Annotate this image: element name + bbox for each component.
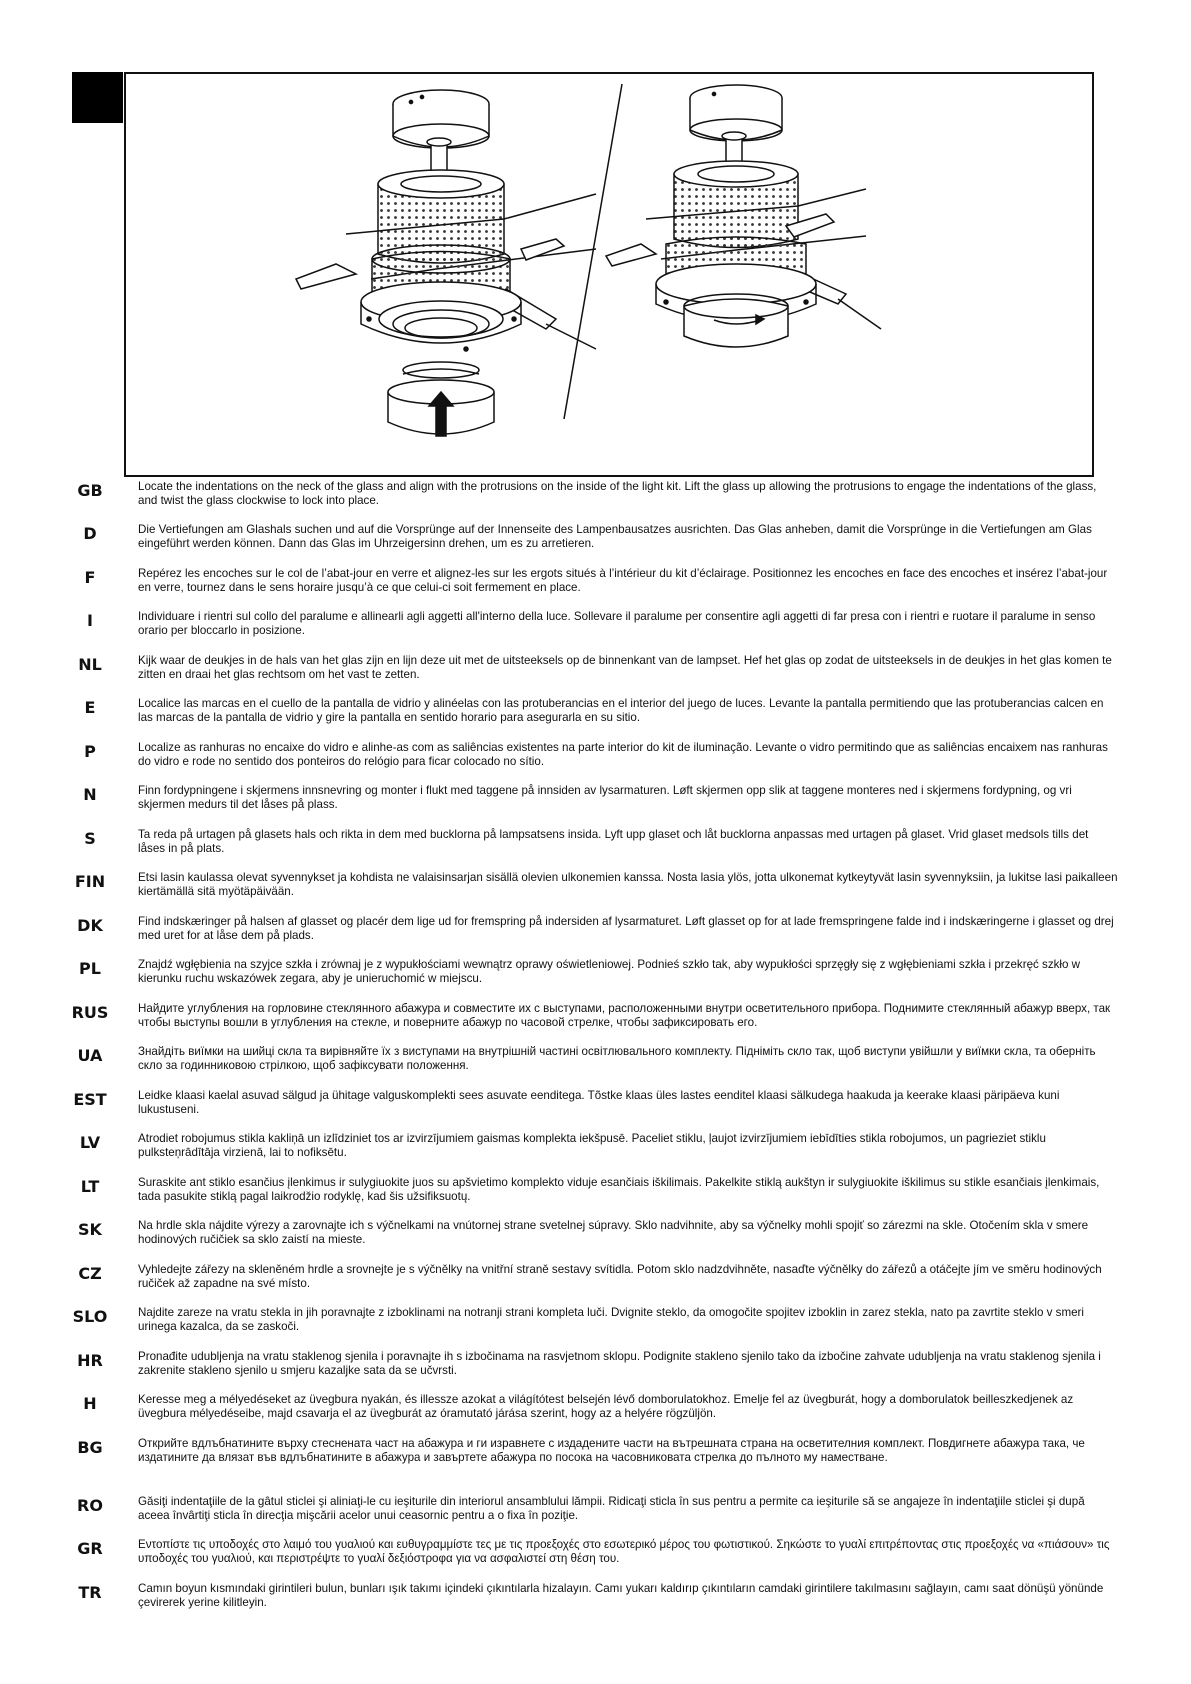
instruction-text: Finn fordypningene i skjermens innsnevring og monter i flukt med taggene på innsiden av lysarmaturen. Løft skjermen opp slik at taggene monteres ned i skjermens fordypning, og vri skjermen medurs til det låses på plass. — [138, 784, 1072, 812]
instruction-row-h — [60, 1393, 1118, 1422]
instruction-text: Keresse meg a mélyedéseket az üvegbura nyakán, és illessze azokat a világítótest belsején lévő domborulatokhoz. Emelje fel az üvegburát, hogy a domborulatok beilleszkedjenek az üvegbura mélyedéseibe, majd csavarja el az üvegburát az óramutató járása szerint, hogy az a helyére rögzüljön. — [138, 1393, 1074, 1421]
instruction-text: Знайдіть виїмки на шийці скла та вирівняйте їх з виступами на внутрішній частині освітлювального комплекту. Підніміть скло так, щоб виступи увійшли у виїмки скла, та оберніть скло за годинниковою стрілкою, щоб зафіксувати положення. — [138, 1045, 1096, 1073]
instruction-text: Die Vertiefungen am Glashals suchen und auf die Vorsprünge auf der Innenseite des Lampenbausatzes ausrichten. Das Glas anheben, damit die Vorsprünge in die Vertiefungen am Glas eingeführt werden können. Dann das Glas im Uhrzeigersinn drehen, um es zu arretieren. — [138, 523, 1092, 551]
language-code: H — [83, 1394, 97, 1413]
language-code: P — [84, 742, 96, 761]
instruction-row-ua — [60, 1045, 1118, 1074]
instruction-row-gr — [60, 1538, 1118, 1567]
instruction-text: Ta reda på urtagen på glasets hals och rikta in dem med bucklorna på lampsatsens insida. Lyft upp glaset och låt bucklorna anpassas med urtagen på glaset. Vrid glaset medsols tills det låses in på plats. — [138, 828, 1089, 856]
instruction-text: Leidke klaasi kaelal asuvad sälgud ja ühitage valguskomplekti sees asuvate eenditega. Tõstke klaas üles lastes eenditel klaasi sälkudega haakuda ja keerake klaasi päripäeva kuni lukustuseni. — [138, 1089, 1060, 1117]
language-code: FIN — [74, 872, 106, 891]
instruction-text: Atrodiet robojumus stikla kakliņā un izlīdziniet tos ar izvirzījumiem gaismas komplekta iekšpusē. Paceliet stiklu, ļaujot izvirzījumiem iebīdīties stikla robojumos, un pagrieziet stiklu pulksteņrādītāja virzienā, lai to nofiksētu. — [138, 1132, 1046, 1160]
instruction-text: Locate the indentations on the neck of the glass and align with the protrusions on the inside of the light kit. Lift the glass up allowing the protrusions to engage the indentations of the glass, and twist the glass clockwise to lock into place. — [138, 480, 1097, 508]
language-code: N — [83, 785, 97, 804]
instruction-text: Kijk waar de deukjes in de hals van het glas zijn en lijn deze uit met de uitsteeksels op de binnenkant van de lampset. Hef het glas op zodat de uitsteeksels in de deukjes in het glas komen te zitten en draai het glas rechtsom om het vast te zetten. — [138, 654, 1112, 682]
language-code: CZ — [78, 1264, 102, 1283]
instruction-row-e — [60, 697, 1118, 726]
instruction-row-est — [60, 1089, 1118, 1118]
assembly-illustration — [124, 72, 1094, 477]
left-step-drawing — [296, 90, 596, 436]
instruction-text: Etsi lasin kaulassa olevat syvennykset ja kohdista ne valaisinsarjan sisällä olevien ulkonemien kanssa. Nosta lasia ylös, jotta ulkonemat kytkeytyvät lasin syvennyksiin, ja lukitse lasi paikalleen kiertämällä sitä myötäpäivään. — [138, 871, 1118, 899]
language-code: DK — [77, 916, 103, 935]
instruction-text: Na hrdle skla nájdite výrezy a zarovnajte ich s výčnelkami na vnútornej strane svetelnej súpravy. Sklo nadvihnite, aby sa výčnelky mohli spojiť so zárezmi na skle. Otočením skla v smere hodinových ručičiek sa sklo zaistí na mieste. — [138, 1219, 1089, 1247]
language-code: D — [83, 524, 97, 543]
instruction-row-gb — [60, 480, 1118, 509]
instruction-row-slo — [60, 1306, 1118, 1335]
instruction-text: Vyhledejte zářezy na skleněném hrdle a srovnejte je s výčnělky na vnitřní straně sestavy svítidla. Potom sklo nadzdvihněte, nasaďte výčnělky do zářezů a otáčejte jím ve směru hodinových ručiček až zapadne na své místo. — [138, 1263, 1102, 1291]
language-code: I — [87, 611, 93, 630]
light-kit-drawing — [126, 74, 1092, 475]
instruction-row-bg — [60, 1437, 1118, 1466]
language-code: LV — [79, 1133, 101, 1152]
language-code: EST — [73, 1090, 107, 1109]
instruction-text: Suraskite ant stiklo esančius įlenkimus ir sulygiuokite juos su apšvietimo komplekto viduje esančiais iškilimais. Pakelkite stiklą aukštyn ir sulygiuokite iškilimus su stikle esančiais įlenkimais, tada pasukite stiklą pagal laikrodžio rodyklę, kad šis užsifiksuotų. — [138, 1176, 1100, 1204]
instruction-row-dk — [60, 915, 1118, 944]
instruction-text: Camın boyun kısmındaki girintileri bulun, bunları ışık takımı içindeki çıkıntılarla hizalayın. Camı yukarı kaldırıp çıkıntıların camdaki girintilere takılmasını sağlayın, camı saat dönüşü yönünde çevirerek yerine kilitleyin. — [138, 1582, 1104, 1610]
instruction-text: Localice las marcas en el cuello de la pantalla de vidrio y alinéelas con las protuberancias en el interior del juego de luces. Levante la pantalla permitiendo que las protuberancias calcen en las marcas de la pantalla de vidrio y gire la pantalla en sentido horario para asegurarla en su sitio. — [138, 697, 1104, 725]
language-code: UA — [77, 1046, 103, 1065]
instruction-text: Znajdź wgłębienia na szyjce szkła i zrównaj je z wypukłościami wewnątrz oprawy oświetleniowej. Podnieś szkło tak, aby wypukłości sprzęgły się z wgłębieniami szkła i przekręć szkło w kierunku ruchu wskazówek zegara, aby je unieruchomić w miejscu. — [138, 958, 1081, 986]
instruction-text: Find indskæringer på halsen af glasset og placér dem lige ud for fremspring på indersiden af lysarmaturet. Løft glasset op for at lade fremspringene falde ind i indskæringerne i glasset og drej med uret for at låse dem på plads. — [138, 915, 1114, 943]
language-code: NL — [78, 655, 102, 674]
instruction-row-ro — [60, 1495, 1118, 1524]
instruction-row-rus — [60, 1002, 1118, 1031]
instruction-text: Открийте вдлъбнатините върху стеснената част на абажура и ги изравнете с издадените части на вътрешната страна на осветителния комплект. Повдигнете абажура така, че издатините да влязат във вдлъбнатините в абажура и завъртете абажура по посока на часовниковата стрелка до пълното му наместване. — [138, 1437, 1085, 1465]
instruction-text: Najdite zareze na vratu stekla in jih poravnajte z izboklinami na notranji strani kompleta luči. Dvignite steklo, da omogočite spojitev izboklin in zarez stekla, nato pa zavrtite steklo v smeri urinega kazalca, da se zaskoči. — [138, 1306, 1084, 1334]
language-code: LT — [80, 1177, 100, 1196]
instruction-row-i — [60, 610, 1118, 639]
instruction-row-sk — [60, 1219, 1118, 1248]
right-step-drawing — [606, 85, 881, 347]
instruction-row-tr — [60, 1582, 1118, 1611]
instruction-row-p — [60, 741, 1118, 770]
instruction-row-d — [60, 523, 1118, 552]
language-code: BG — [77, 1438, 103, 1457]
instruction-row-n — [60, 784, 1118, 813]
instruction-row-lt — [60, 1176, 1118, 1205]
language-code: PL — [79, 959, 101, 978]
instruction-row-lv — [60, 1132, 1118, 1161]
language-code: HR — [77, 1351, 103, 1370]
language-code: SLO — [72, 1307, 108, 1326]
instruction-text: Individuare i rientri sul collo del paralume e allinearli agli aggetti all'interno della luce. Sollevare il paralume per consentire agli aggetti di far presa con i rientri e ruotare il paralume in senso orario per bloccarlo in posizione. — [138, 610, 1096, 638]
language-code: F — [84, 568, 96, 587]
language-code: S — [84, 829, 96, 848]
instruction-row-f — [60, 567, 1118, 596]
instruction-row-s — [60, 828, 1118, 857]
language-code: RO — [77, 1496, 103, 1515]
instruction-text: Repérez les encoches sur le col de l’abat-jour en verre et alignez-les sur les ergots situés à l’intérieur du kit d’éclairage. Positionnez les encoches en face des encoches et insérez l’abat-jour en verre, tournez dans le sens horaire jusqu’à ce que celui-ci soit fermement en place. — [138, 567, 1108, 595]
language-code: RUS — [71, 1003, 109, 1022]
instruction-row-nl — [60, 654, 1118, 683]
instruction-text: Εντοπίστε τις υποδοχές στο λαιμό του γυαλιού και ευθυγραμμίστε τες με τις προεξοχές στο εσωτερικό μέρος του φωτιστικού. Σηκώστε το γυαλί επιτρέποντας στις προεξοχές να «πιάσουν» τις υποδοχές του γυαλιού, και περιστρέψτε το γυαλί δεξιόστροφα για να ασφαλιστεί στη θέση του. — [138, 1538, 1110, 1566]
instruction-text: Localize as ranhuras no encaixe do vidro e alinhe-as com as saliências existentes na parte interior do kit de iluminação. Levante o vidro permitindo que as saliências encaixem nas ranhuras do vidro e rode no sentido dos ponteiros do relógio para ficar colocado no sítio. — [138, 741, 1108, 769]
language-code: E — [84, 698, 96, 717]
instruction-text: Pronađite udubljenja na vratu staklenog sjenila i poravnajte ih s izbočinama na rasvjetnom sklopu. Podignite stakleno sjenilo tako da izbočine zahvate udubljenja na vratu staklenog sjenila i zakrenite stakleno sjenilo u smjeru kazaljke sata da se učvrsti. — [138, 1350, 1101, 1378]
instruction-row-pl — [60, 958, 1118, 987]
instruction-text: Найдите углубления на горловине стеклянного абажура и совместите их с выступами, расположенными внутри осветительного прибора. Поднимите стеклянный абажур вверх, так чтобы выступы вошли в углубления на стекле, и поверните абажур по часовой стрелке, чтобы зафиксировать его. — [138, 1002, 1111, 1030]
language-code: SK — [78, 1220, 102, 1239]
language-code: TR — [78, 1583, 102, 1602]
instruction-row-hr — [60, 1350, 1118, 1379]
instruction-row-fin — [60, 871, 1118, 900]
section-marker-block — [72, 72, 123, 123]
language-code: GB — [77, 481, 103, 500]
instruction-text: Găsiţi indentaţiile de la gâtul sticlei şi aliniaţi-le cu ieşiturile din interiorul ansamblului lămpii. Ridicaţi sticla în sus pentru a permite ca ieşiturile să se angajeze în indentaţiile sticlei şi după aceea învârtiţi sticla în direcţia mişcării acelor unui ceasornic pentru a o fixa în poziţie. — [138, 1495, 1085, 1523]
language-code: GR — [77, 1539, 103, 1558]
instruction-row-cz — [60, 1263, 1118, 1292]
